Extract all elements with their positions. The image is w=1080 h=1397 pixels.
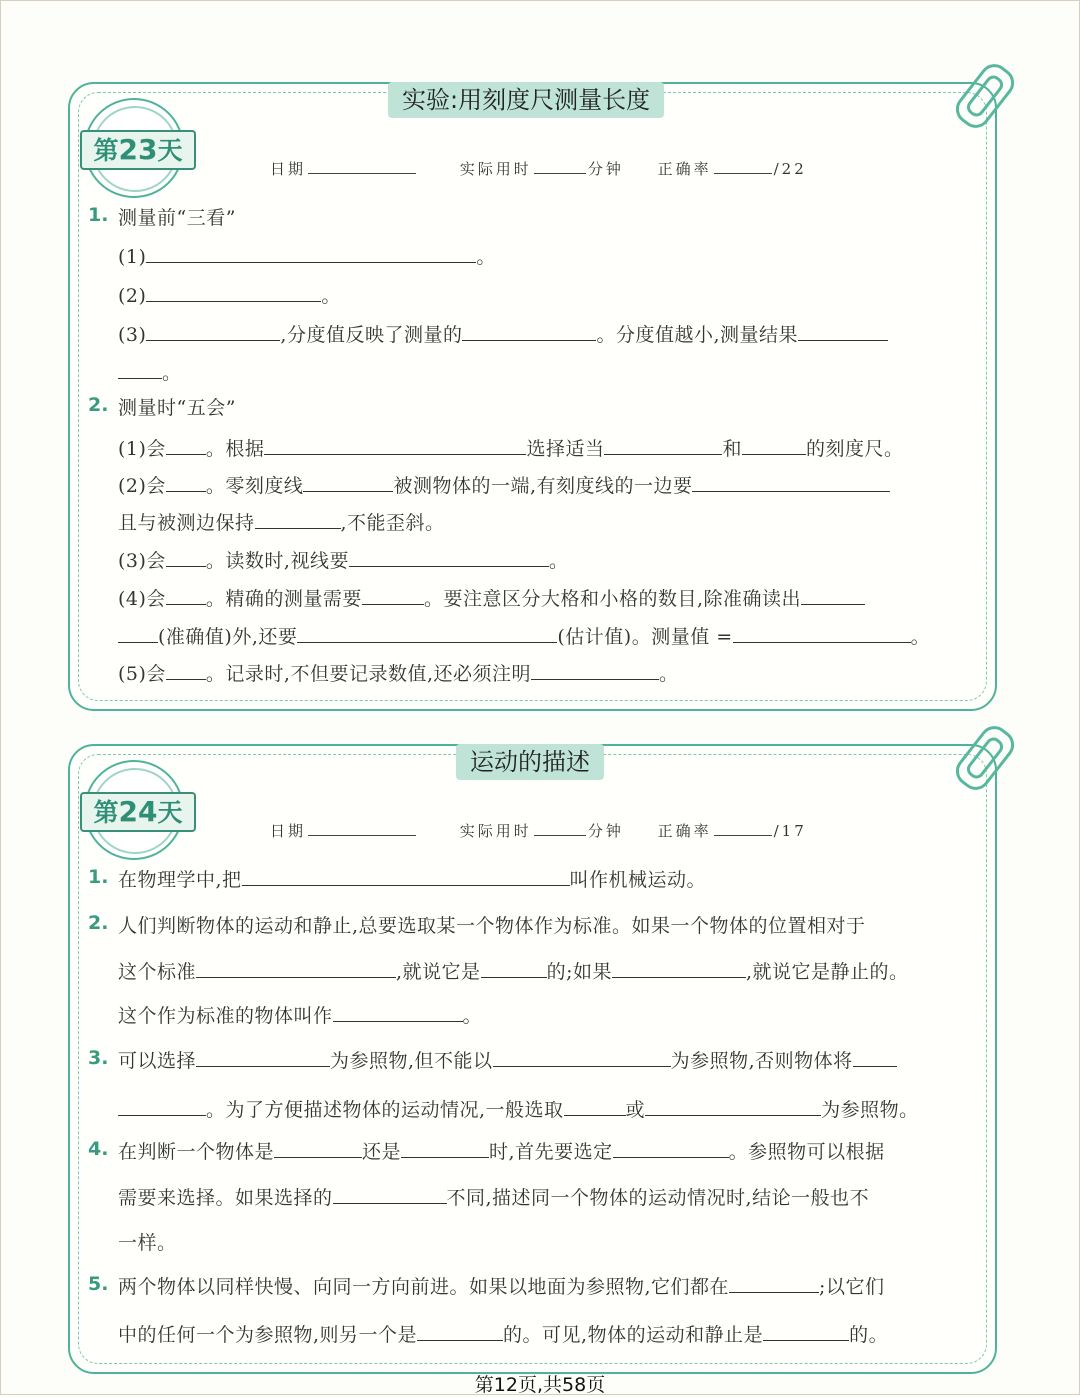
q5-line2: 中的任何一个为参照物,则另一个是 的。可见,物体的运动和静止是 的。 <box>118 1324 889 1346</box>
blank[interactable] <box>196 1048 330 1067</box>
blank[interactable] <box>297 624 557 643</box>
blank[interactable] <box>242 867 570 886</box>
q2-line3: 这个作为标准的物体叫作 。 <box>118 1005 483 1027</box>
accuracy-blank[interactable] <box>714 821 772 836</box>
blank[interactable] <box>333 1003 463 1022</box>
q2-line1: 人们判断物体的运动和静止,总要选取某一个物体作为标准。如果一个物体的位置相对于 <box>118 915 866 937</box>
blank[interactable] <box>362 586 424 605</box>
blank[interactable] <box>481 959 547 978</box>
day24-meta <box>270 820 807 841</box>
q3-line1: 可以选择 为参照物,但不能以 为参照物,否则物体将 <box>118 1046 897 1073</box>
accuracy-blank[interactable] <box>714 159 772 174</box>
blank[interactable] <box>118 360 162 379</box>
blank[interactable] <box>166 436 206 455</box>
time-blank[interactable] <box>534 821 586 836</box>
q5-number: 5. <box>88 1273 109 1295</box>
q1-item2: (2) 。 <box>118 285 341 307</box>
day24-title: 运动的描述 <box>456 744 604 780</box>
blank[interactable] <box>612 959 746 978</box>
day23-title: 实验:用刻度尺测量长度 <box>388 82 664 118</box>
blank[interactable] <box>798 322 888 341</box>
q1-title: 测量前“三看” <box>118 207 236 229</box>
blank[interactable] <box>604 436 722 455</box>
blank[interactable] <box>493 1048 671 1067</box>
blank[interactable] <box>146 322 280 341</box>
time-blank[interactable] <box>534 159 586 174</box>
day23-card <box>68 82 997 711</box>
q2-number: 2. <box>88 912 109 934</box>
day24-badge <box>84 760 184 860</box>
q1-line: 在物理学中,把 叫作机械运动。 <box>118 869 707 891</box>
blank[interactable] <box>146 283 321 302</box>
blank[interactable] <box>742 436 806 455</box>
accuracy-label: 正确率 <box>657 160 712 178</box>
q4-line2: 需要来选择。如果选择的 不同,描述同一个物体的运动情况时,结论一般也不 <box>118 1187 870 1209</box>
q4-number: 4. <box>88 1138 109 1160</box>
blank[interactable] <box>196 959 396 978</box>
blank[interactable] <box>462 322 596 341</box>
date-blank[interactable] <box>308 821 416 836</box>
blank[interactable] <box>729 1274 819 1293</box>
q3-number: 3. <box>88 1047 109 1069</box>
q4-line1: 在判断一个物体是 还是 时,首先要选定 。参照物可以根据 <box>118 1141 885 1163</box>
blank[interactable] <box>763 1322 849 1341</box>
blank[interactable] <box>166 548 206 567</box>
q2-item3: (3)会 。读数时,视线要 。 <box>118 550 569 572</box>
time-unit: 分钟 <box>587 822 624 840</box>
blank[interactable] <box>118 624 158 643</box>
day23-badge-suffix: 天 <box>157 136 183 165</box>
q2-item5: (5)会 。记录时,不但要记录数值,还必须注明 。 <box>118 663 679 685</box>
blank[interactable] <box>264 436 526 455</box>
q2-item4-cont: (准确值)外,还要 (估计值)。测量值 = 。 <box>118 622 930 649</box>
blank[interactable] <box>303 473 393 492</box>
q2-item1: (1)会 。根据 选择适当 和 的刻度尺。 <box>118 438 904 460</box>
blank[interactable] <box>166 473 206 492</box>
q2-title: 测量时“五会” <box>118 397 236 419</box>
q3-line2: 。为了方便描述物体的运动情况,一般选取 或 为参照物。 <box>118 1095 919 1122</box>
blank[interactable] <box>531 661 659 680</box>
blank[interactable] <box>118 1097 206 1116</box>
date-label: 日期 <box>270 822 307 840</box>
day24-badge-prefix: 第 <box>93 798 119 827</box>
day24-badge-suffix: 天 <box>157 798 183 827</box>
page-footer: 第12页,共58页 <box>474 1374 606 1396</box>
blank[interactable] <box>733 624 911 643</box>
q4-line3: 一样。 <box>118 1232 177 1254</box>
accuracy-total: /22 <box>773 160 807 178</box>
time-label: 实际用时 <box>459 160 532 178</box>
date-label: 日期 <box>270 160 307 178</box>
day24-badge-number: 24 <box>118 795 158 828</box>
blank[interactable] <box>692 473 890 492</box>
q2-item2-cont: 且与被测边保持 ,不能歪斜。 <box>118 512 445 534</box>
q2-number: 2. <box>88 394 109 416</box>
q1-number: 1. <box>88 204 109 226</box>
day23-badge-prefix: 第 <box>93 136 119 165</box>
day23-badge-number: 23 <box>118 133 158 166</box>
date-blank[interactable] <box>308 159 416 174</box>
blank[interactable] <box>853 1048 897 1067</box>
blank[interactable] <box>401 1139 489 1158</box>
blank[interactable] <box>645 1097 821 1116</box>
q1-number: 1. <box>88 866 109 888</box>
accuracy-total: /17 <box>773 822 807 840</box>
q1-item1: (1) 。 <box>118 246 496 268</box>
blank[interactable] <box>146 244 476 263</box>
q2-line2: 这个标准 ,就说它是 的;如果 ,就说它是静止的。 <box>118 961 909 983</box>
day24-card <box>68 744 997 1374</box>
blank[interactable] <box>255 510 341 529</box>
q5-line1: 两个物体以同样快慢、向同一方向前进。如果以地面为参照物,它们都在 ;以它们 <box>118 1276 885 1298</box>
blank[interactable] <box>349 548 549 567</box>
blank[interactable] <box>801 586 865 605</box>
blank[interactable] <box>274 1139 362 1158</box>
q1-item3-cont: 。 <box>118 358 182 385</box>
blank[interactable] <box>166 586 206 605</box>
time-unit: 分钟 <box>587 160 624 178</box>
blank[interactable] <box>166 661 206 680</box>
blank[interactable] <box>613 1139 729 1158</box>
q2-item2: (2)会 。零刻度线 被测物体的一端,有刻度线的一边要 <box>118 471 890 498</box>
time-label: 实际用时 <box>459 822 532 840</box>
blank[interactable] <box>417 1322 503 1341</box>
accuracy-label: 正确率 <box>657 822 712 840</box>
blank[interactable] <box>564 1097 626 1116</box>
day23-meta <box>270 158 807 179</box>
q1-item3: (3) ,分度值反映了测量的 。分度值越小,测量结果 <box>118 320 888 347</box>
day23-badge <box>84 98 184 198</box>
q2-item4: (4)会 。精确的测量需要 。要注意区分大格和小格的数目,除准确读出 <box>118 584 865 611</box>
blank[interactable] <box>333 1185 447 1204</box>
